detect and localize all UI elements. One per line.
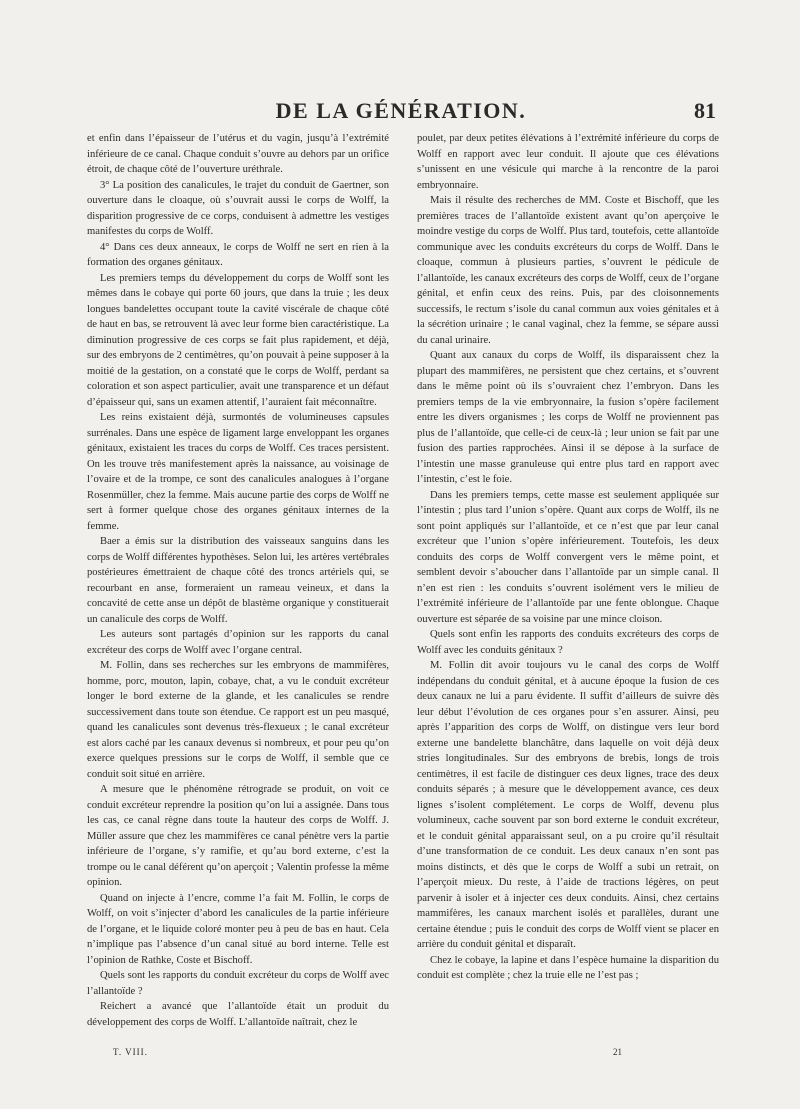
page-number: 81 [694, 98, 716, 123]
running-header [86, 98, 716, 128]
paragraph: Quant aux canaux du corps de Wolff, ils disparaissent chez la plupart des mammifères, ne persistent que chez certains, et s’ouvrent dans le même point où ils s’ouvraient chez l’embryon. Dans les premiers temps de la vie embryonnaire, la fusion s’opère facilement entre les divers organismes ; les corps de Wolff ne proviennent pas plus de l’allantoïde, que celle-ci de ceux-là ; leur union se fait par une fusion des parties rapprochées. Ainsi il se dépose à la surface de l’intestin une masse granuleuse qui entre plus tard en rapport avec l’intestin, c’est le foie. [417, 350, 719, 485]
paragraph: Dans les premiers temps, cette masse est seulement appliquée sur l’intestin ; plus tard l’union s’opère. Quant aux corps de Wolff, ils ne sont point appliqués sur l’allantoïde, et ce n’est que par leur canal excréteur que l’union s’opère inférieurement. Toutefois, les deux conduits des corps de Wolff convergent vers le même point, et semblent devoir s’aboucher dans l’allantoïde par un simple canal. Il n’en est rien : les conduits s’ouvrent isolément vers le milieu de l’extrémité inférieure de l’allantoïde par une fente oblongue. Chaque ouverture est séparée de sa voisine par une mince cloison. [417, 489, 719, 625]
paragraph: Reichert a avancé que l’allantoïde était un produit du développement des corps de Wolff. L’allantoïde naîtrait, chez le [87, 1001, 389, 1028]
paragraph: Mais il résulte des recherches de MM. Coste et Bischoff, que les premières traces de l’allantoïde existent avant qu’on aperçoive le moindre vestige du corps de Wolff. Plus tard, toutefois, cette allantoïde communique avec les conduits excréteurs du corps de Wolff. Dans le cloaque, commun à plusieurs parties, s’ouvrent le pédicule de l’allantoïde, les canaux excréteurs des corps de Wolff, ceux de l’organe génital, et enfin ceux des reins. Puis, par des cloisonnements successifs, le rectum s’isole du canal commun aux voies génitales et à la sécrétion urinaire ; le canal vaginal, chez la femme, se sépare aussi du canal urinaire. [417, 195, 719, 346]
volume-label: T. VIII. [113, 1047, 148, 1057]
paragraph: 4° Dans ces deux anneaux, le corps de Wolff ne sert en rien à la formation des organes génitaux. [87, 241, 389, 268]
paragraph: Les reins existaient déjà, surmontés de volumineuses capsules surrénales. Dans une espèce de ligament large enveloppant les organes génitaux, existaient les traces du corps de Wolff. Ces traces persistent. On les trouve très manifestement après la naissance, au voisinage de l’ovaire et de la trompe, ce sont des canalicules analogues à l’organe Rosenmüller, chez la femme. Mais aucune partie des corps de Wolff ne sert à former quelque chose des organes génitaux internes de la femme. [87, 412, 389, 532]
paragraph: poulet, par deux petites élévations à l’extrémité inférieure du corps de Wolff en rapport avec leur conduit. Il ajoute que ces élévations s’unissent en une vésicule qui marche à la rencontre de la paroi embryonnaire. [417, 133, 719, 191]
right-column [417, 131, 719, 984]
page-title: DE LA GÉNÉRATION. [275, 98, 527, 123]
paragraph: Quels sont les rapports du conduit excréteur du corps de Wolff avec l’allantoïde ? [87, 970, 389, 997]
paragraph: Les auteurs sont partagés d’opinion sur les rapports du canal excréteur des corps de Wolff avec l’organe central. [87, 629, 389, 656]
paragraph: Chez le cobaye, la lapine et dans l’espèce humaine la disparition du conduit est complète ; chez la truie elle ne l’est pas ; [417, 954, 719, 981]
signature-mark: 21 [613, 1047, 622, 1057]
paragraph: Quels sont enfin les rapports des conduits excréteurs des corps de Wolff avec les conduits génitaux ? [417, 629, 719, 656]
paragraph: et enfin dans l’épaisseur de l’utérus et du vagin, jusqu’à l’extrémité inférieure de ce canal. Chaque conduit s’ouvre au dehors par un orifice étroit, de chaque côté de l’ouverture uréthrale. [87, 133, 389, 175]
paragraph: Quand on injecte à l’encre, comme l’a fait M. Follin, le corps de Wolff, on voit s’injecter d’abord les canalicules de la partie inférieure de l’organe, et le liquide coloré monter peu à peu de bas en haut. Cela n’implique pas l’absence d’un canal situé au bord interne. Telle est l’opinion de Rathke, Coste et Bischoff. [87, 892, 389, 966]
paragraph: 3° La position des canalicules, le trajet du conduit de Gaertner, son ouverture dans le cloaque, où s’ouvrait aussi le corps de Wolff, la disparition progressive de ce corps, conduisent à admettre les vestiges manifestes du corps de Wolff. [87, 179, 389, 237]
paragraph: M. Follin dit avoir toujours vu le canal des corps de Wolff indépendans du conduit génital, et à aucune époque la fusion de ces deux canaux ne lui a paru évidente. Il suffit d’ailleurs de suivre dès leur début l’évolution de ces organes pour s’en assurer. Ainsi, peu après l’apparition des corps de Wolff, on distingue vers leur bord externe une bandelette blanchâtre, dans laquelle on voit déjà deux stries longitudinales. Sur des embryons de brebis, longs de trois centimètres, il est facile de distinguer ces deux lignes, trace des deux conduits séparés ; à mesure que le développement avance, ces deux lignes s’isolent complétement. Le corps de Wolff, devenu plus volumineux, cache souvent par son bord externe le conduit excréteur, et le conduit génital apparaissant seul, on a pu croire qu’il résultait d’une transformation de ce conduit. Les deux canaux n’en sont pas moins distincts, et dès que le corps de Wolff a subi un retrait, on l’aperçoit mieux. Du reste, à l’aide de tractions légères, on peut parvenir à isoler et à injecter ces deux conduits. Ainsi, chez certains mammifères, les canaux marchent isolés et parallèles, durant une certaine étendue ; puis le conduit des corps de Wolff vient se placer en arrière du conduit génital et disparaît. [417, 660, 719, 950]
paragraph: Baer a émis sur la distribution des vaisseaux sanguins dans les corps de Wolff différentes hypothèses. Selon lui, les artères vertébrales postérieures émettraient de chaque côté des troncs artériels qui, se recourbant en anse, formeraient un rameau veineux, et dans la concavité de cette anse un dépôt de blastème organique y constituerait un canalicule des corps de Wolff. [87, 536, 389, 625]
paragraph: A mesure que le phénomène rétrograde se produit, on voit ce conduit excréteur reprendre la position qu’on lui a assignée. Dans tous les cas, ce canal règne dans toute la hauteur des corps de Wolff. J. Müller assure que chez les mammifères ce canal pénètre vers la partie inférieure de l’organe, s’y ramifie, et qu’au bord externe, c’est la trompe ou le canal déférent qu’on aperçoit ; Valentin professe la même opinion. [87, 784, 389, 888]
left-column [87, 131, 389, 1030]
paragraph: M. Follin, dans ses recherches sur les embryons de mammifères, homme, porc, mouton, lapin, cobaye, chat, a vu le conduit excréteur longer le bord externe de la glande, et les canalicules se rendre successivement dans toute son étendue. Ce rapport est un peu masqué, quand les canalicules sont devenus très-flexueux ; le canal excréteur est alors caché par les canaux devenus si nombreux, et pour peu qu’on exerce quelques pressions sur le corps de Wolff, il semble que ce conduit soit situé en arrière. [87, 660, 389, 780]
paragraph: Les premiers temps du développement du corps de Wolff sont les mêmes dans le cobaye qui porte 60 jours, que dans la truie ; les deux longues bandelettes occupant toute la cavité viscérale de chaque côté de haut en bas, se retrouvent là avec leur forme bien caractéristique. La diminution progressive de ces corps se fait plus rapidement, et déjà, sur des embryons de 2 centimètres, qu’on pouvait à peine supposer à la moitié de la gestation, on a constaté que le corps de Wolff, perdant sa coloration et son aspect particulier, avait une transparence et un défaut d’épaisseur qui, sans un examen attentif, l’auraient fait méconnaître. [87, 272, 389, 408]
